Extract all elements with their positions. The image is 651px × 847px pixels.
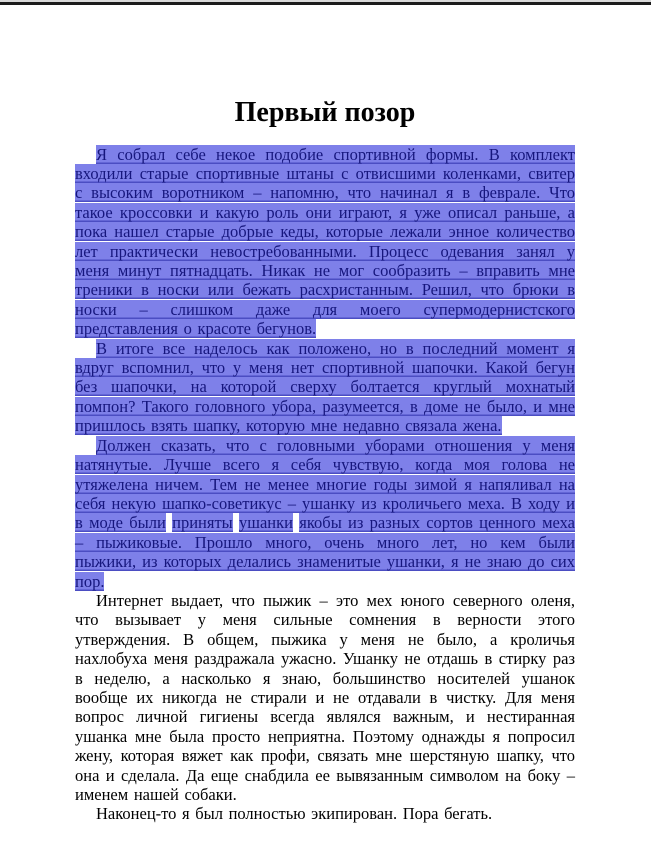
selected-text[interactable]: Я собрал себе некое подобие спортивной формы. В комплект входили старые спортивные штаны с отвисшими коленками, свитер с высоким воротником – напомню, что начинал я в феврале. Что такое кроссовки и какую роль они играют, я уже описал раньше, а пока нашел старые добрые кеды, которые лежали энное количество лет практически невостребованными. Процесс одевания занял у меня минут пятнадцать. Никак не мог сообразить – вправить мне треники в носки или бежать расхристанным. Решил, что брюки в носки – слишком даже для моего супермодернистского представления о красоте бегунов. (75, 144, 575, 339)
selected-text[interactable]: В итоге все наделось как положено, но в последний момент я вдруг вспомнил, что у меня нет спортивной шапочки. Какой бегун без шапочки, на которой сверху болтается круглый мохнатый помпон? Такого головного убора, разумеется, в доме не было, и мне пришлось взять шапку, которую мне недавно связала жена. (75, 338, 575, 436)
text-block (75, 145, 575, 824)
chapter-title: Первый позор (234, 97, 416, 128)
selected-text[interactable]: приняты (172, 513, 233, 533)
body-text: Интернет выдает, что пыжик – это мех юного северного оленя, что вызывает у меня сильные сомнения в верности этого утверждения. В общем, пыжика у меня не было, а кроличья нахлобуха меня раздражала ужасно. Ушанку не отдашь в стирку раз в неделю, а насколько я знаю, большинство носителей ушанок вообще их никогда не стирали и не отдавали в чистку. Для меня вопрос личной гигиены всегда являлся важным, и нестиранная ушанка мне была просто неприятна. Поэтому однажды я попросил жену, которая вяжет как профи, связать мне шерстяную шапку, что она и сделала. Да еще снабдила ее вывязанным символом на боку – именем нашей собаки. (75, 590, 575, 804)
selected-text[interactable]: якобы из разных сортов ценного меха – пыжиковые. Прошло много, очень много лет, но кем были пыжики, из которых делались знаменитые ушанки, я не знаю до сих пор. (75, 513, 575, 591)
paragraph (75, 804, 575, 823)
selected-text[interactable]: ушанки (239, 513, 293, 533)
selected-text[interactable]: Должен сказать, что с головными уборами отношения у меня натянутые. Лучше всего я себя чувствую, когда моя голова не утяжелена ничем. Тем не менее многие годы зимой я напяливал на себя некую шапко-советикус – ушанку из кроличьего меха. В ходу и в моде были (75, 435, 575, 533)
body-text: Наконец-то я был полностью экипирован. Пора бегать. (96, 804, 493, 824)
paragraph (75, 145, 575, 339)
paragraph (75, 591, 575, 804)
paragraph (75, 436, 575, 591)
book-page (0, 5, 651, 824)
paragraph (75, 339, 575, 436)
